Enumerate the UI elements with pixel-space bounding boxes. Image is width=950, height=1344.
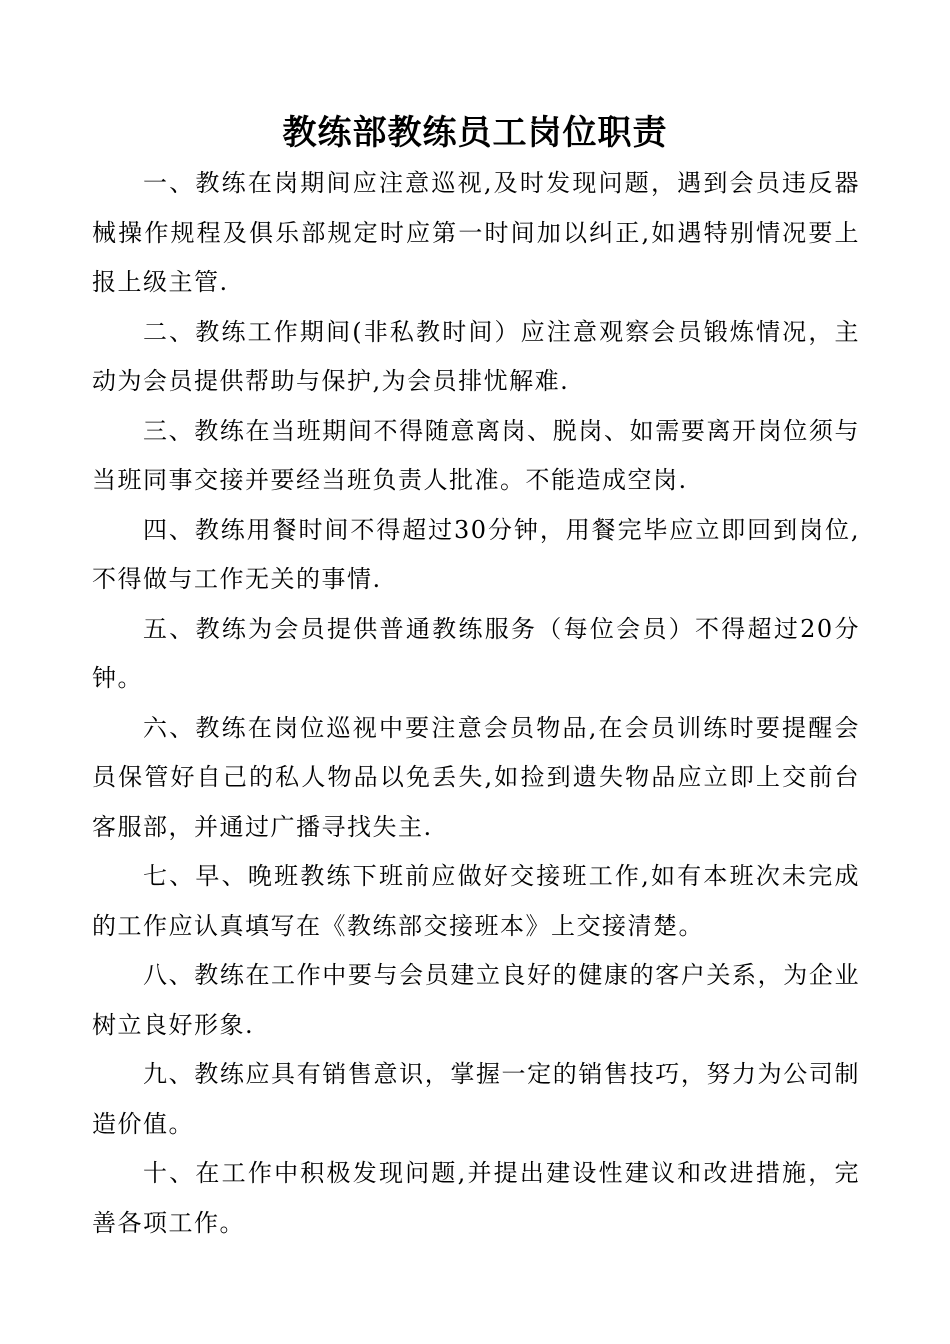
paragraph-9: 九、教练应具有销售意识，掌握一定的销售技巧，努力为公司制造价值。 <box>92 1060 860 1138</box>
paragraph-2: 二、教练工作期间(非私教时间）应注意观察会员锻炼情况，主动为会员提供帮助与保护,为会员排忧解难. <box>92 317 860 395</box>
paragraph-5: 五、教练为会员提供普通教练服务（每位会员）不得超过20分钟。 <box>92 614 860 692</box>
document-body <box>92 159 860 1248</box>
paragraph-8: 八、教练在工作中要与会员建立良好的健康的客户关系，为企业树立良好形象. <box>92 961 860 1039</box>
paragraph-3: 三、教练在当班期间不得随意离岗、脱岗、如需要离开岗位须与当班同事交接并要经当班负责人批准。不能造成空岗. <box>92 416 860 494</box>
paragraph-10: 十、在工作中积极发现问题,并提出建设性建议和改进措施，完善各项工作。 <box>92 1159 860 1237</box>
paragraph-4: 四、教练用餐时间不得超过30分钟，用餐完毕应立即回到岗位,不得做与工作无关的事情. <box>92 515 860 593</box>
paragraph-1: 一、教练在岗期间应注意巡视,及时发现问题，遇到会员违反器械操作规程及俱乐部规定时应第一时间加以纠正,如遇特别情况要上报上级主管. <box>92 169 860 296</box>
document-title: 教练部教练员工岗位职责 <box>282 113 668 153</box>
paragraph-7: 七、早、晚班教练下班前应做好交接班工作,如有本班次未完成的工作应认真填写在《教练部交接班本》上交接清楚。 <box>92 862 860 940</box>
paragraph-6: 六、教练在岗位巡视中要注意会员物品,在会员训练时要提醒会员保管好自己的私人物品以免丢失,如捡到遗失物品应立即上交前台客服部，并通过广播寻找失主. <box>92 713 860 841</box>
